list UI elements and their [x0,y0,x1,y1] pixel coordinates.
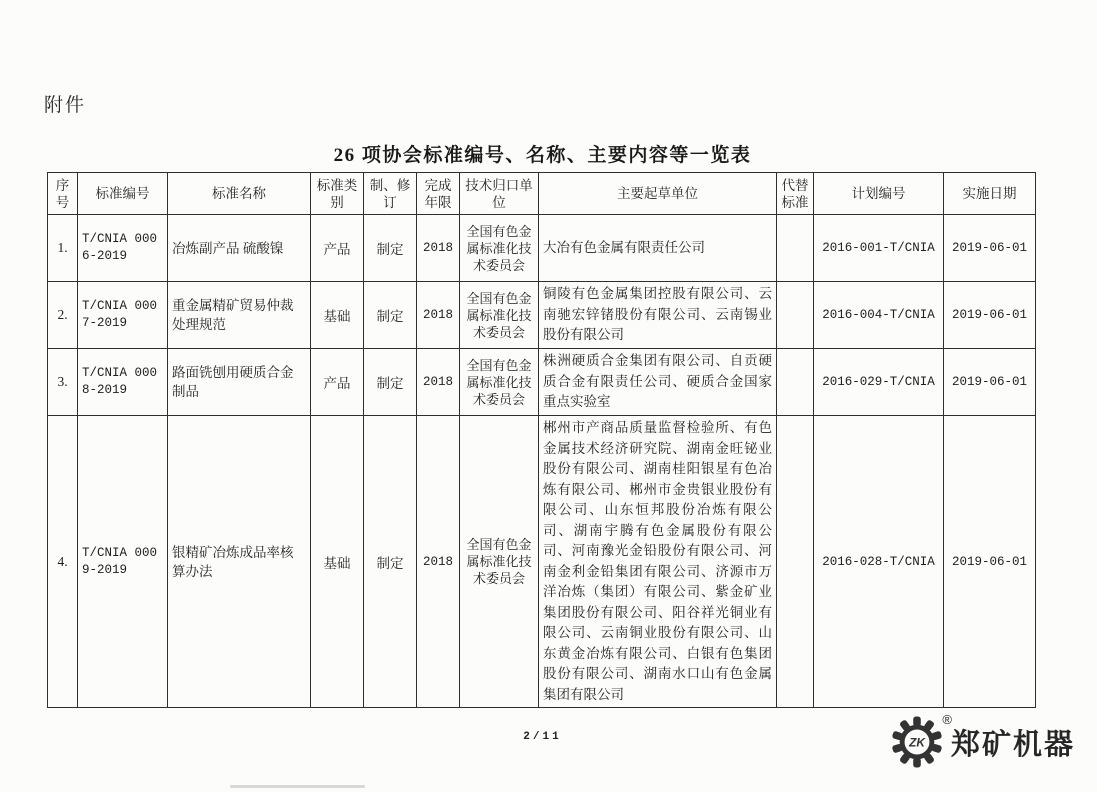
cell-replaced [777,349,814,416]
header-year: 完成年限 [417,173,460,215]
cell-tech-unit: 全国有色金属标准化技术委员会 [460,416,539,708]
header-replaced: 代替标准 [777,173,814,215]
header-impl-date: 实施日期 [944,173,1036,215]
cell-drafters: 铜陵有色金属集团控股有限公司、云南驰宏锌锗股份有限公司、云南锡业股份有限公司 [539,282,777,349]
header-action: 制、修订 [364,173,417,215]
cell-seq: 1. [48,215,78,282]
cell-category: 基础 [311,416,364,708]
cell-category: 产品 [311,349,364,416]
cell-standard-name: 路面铣刨用硬质合金制品 [168,349,311,416]
header-category: 标准类别 [311,173,364,215]
cell-year: 2018 [417,215,460,282]
cell-impl-date: 2019-06-01 [944,282,1036,349]
cell-plan-no: 2016-028-T/CNIA [814,416,944,708]
cell-seq: 4. [48,416,78,708]
table-row [48,349,1036,416]
cell-tech-unit: 全国有色金属标准化技术委员会 [460,349,539,416]
cell-impl-date: 2019-06-01 [944,416,1036,708]
company-logo [891,712,1075,768]
registered-trademark-symbol: ® [942,712,952,727]
cell-standard-code: T/CNIA 0009-2019 [78,416,168,708]
cell-seq: 3. [48,349,78,416]
header-drafters: 主要起草单位 [539,173,777,215]
attachment-label: 附件 [44,95,87,116]
cell-drafters: 大冶有色金属有限责任公司 [539,215,777,282]
cell-plan-no: 2016-001-T/CNIA [814,215,944,282]
cell-category: 产品 [311,215,364,282]
cell-drafters: 郴州市产商品质量监督检验所、有色金属技术经济研究院、湖南金旺铋业股份有限公司、湖南桂阳银星有色冶炼有限公司、郴州市金贵银业股份有限公司、山东恒邦股份冶炼有限公司、湖南宇腾有色金属股份有限公司、河南豫光金铅股份有限公司、河南金利金铅集团有限公司、济源市万洋冶炼（集团）有限公司、紫金矿业集团股份有限公司、阳谷祥光铜业有限公司、云南铜业股份有限公司、山东黄金冶炼有限公司、白银有色集团股份有限公司、湖南水口山有色金属集团有限公司 [539,416,777,708]
gear-letters: ZK [909,735,925,750]
table-header-row [48,173,1036,215]
cell-year: 2018 [417,282,460,349]
header-standard-code: 标准编号 [78,173,168,215]
cell-drafters: 株洲硬质合金集团有限公司、自贡硬质合金有限责任公司、硬质合金国家重点实验室 [539,349,777,416]
cell-action: 制定 [364,282,417,349]
table-row [48,416,1036,708]
cell-category: 基础 [311,282,364,349]
standards-table [47,172,1036,708]
cell-standard-name: 银精矿冶炼成品率核算办法 [168,416,311,708]
cell-impl-date: 2019-06-01 [944,215,1036,282]
header-standard-name: 标准名称 [168,173,311,215]
page-title: 26 项协会标准编号、名称、主要内容等一览表 [333,145,752,166]
cell-replaced [777,282,814,349]
header-tech-unit: 技术归口单位 [460,173,539,215]
table-row [48,215,1036,282]
cell-tech-unit: 全国有色金属标准化技术委员会 [460,215,539,282]
header-seq: 序号 [48,173,78,215]
cell-replaced [777,215,814,282]
cell-year: 2018 [417,349,460,416]
cell-standard-code: T/CNIA 0006-2019 [78,215,168,282]
cell-action: 制定 [364,215,417,282]
cell-tech-unit: 全国有色金属标准化技术委员会 [460,282,539,349]
table-row [48,282,1036,349]
cell-action: 制定 [364,349,417,416]
scan-smudge [230,785,365,788]
cell-impl-date: 2019-06-01 [944,349,1036,416]
cell-action: 制定 [364,416,417,708]
cell-plan-no: 2016-029-T/CNIA [814,349,944,416]
brand-name: 郑矿机器 [950,728,1075,761]
cell-seq: 2. [48,282,78,349]
cell-replaced [777,416,814,708]
cell-plan-no: 2016-004-T/CNIA [814,282,944,349]
cell-year: 2018 [417,416,460,708]
page-number: 2/11 [523,731,562,743]
zk-gear-icon [891,712,952,768]
cell-standard-code: T/CNIA 0008-2019 [78,349,168,416]
cell-standard-code: T/CNIA 0007-2019 [78,282,168,349]
cell-standard-name: 重金属精矿贸易仲裁处理规范 [168,282,311,349]
cell-standard-name: 冶炼副产品 硫酸镍 [168,215,311,282]
header-plan-no: 计划编号 [814,173,944,215]
